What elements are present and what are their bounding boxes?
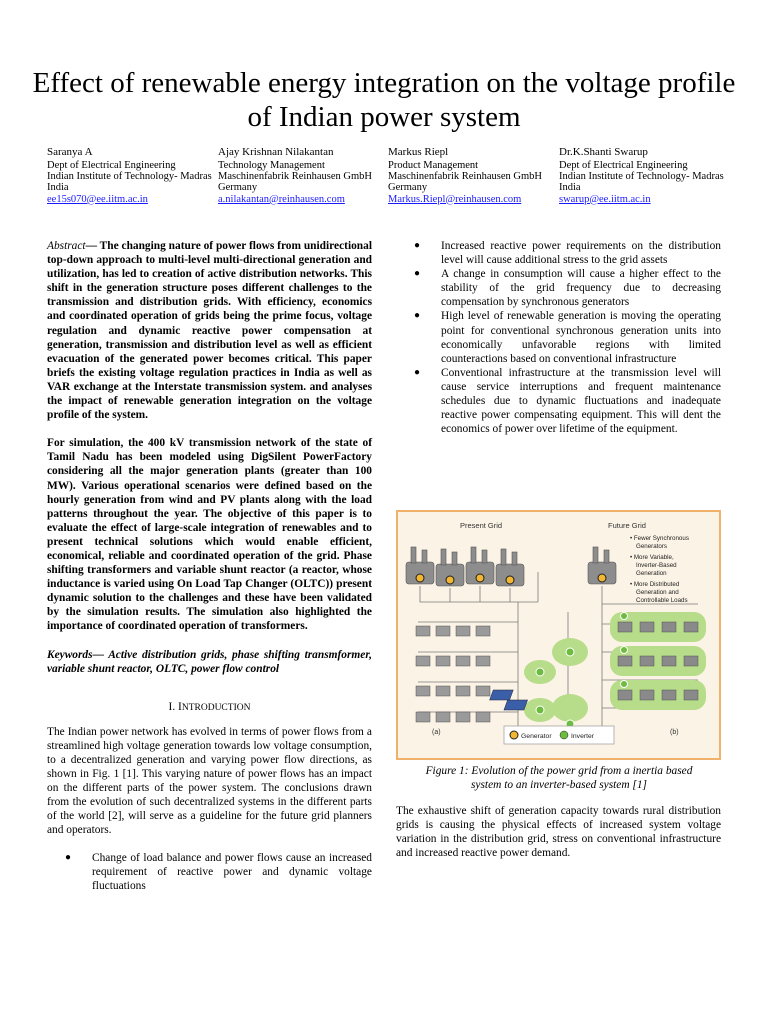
inverter-icon (536, 668, 544, 714)
author-name: Markus Riepl (388, 146, 449, 158)
abstract-text: — The changing nature of power flows from unidirectional top-down approach to multi-level multi-directional generation and utilization, has led to creation of active distribution networks. This shift in the generation structure poses different challenges to the transmission and distribution grids. With efficiency, economics and coordinated operation of grids being the prime focus, voltage regulation and dynamic reactive power compensation at generation, transmission and distribution level as well as efficient evacuation of the generated power becomes critical. This paper briefs the existing voltage regulation practices in India as well as VAR exchange at the Interstate transmission system. and analyses the impact of renewable generation integration on the voltage profile of the system. (47, 240, 372, 422)
challenges-bullet-list (396, 239, 721, 436)
caption-line: Figure 1: Evolution of the power grid from a inertia based (425, 765, 693, 777)
caption-line: system to an inverter-based system [1] (471, 779, 647, 791)
author-affiliation: Germany (388, 182, 428, 194)
bullet-icon: ● (414, 240, 421, 251)
closing-paragraph-block (396, 804, 721, 860)
figure-caption (396, 764, 722, 792)
panel-label-b: (b) (670, 729, 679, 736)
bullet-icon: ● (65, 851, 72, 863)
right-column (396, 239, 721, 436)
bullet-text: Change of load balance and power flows cause an increased requirement of reactive power and dynamic voltage fluctuations (92, 851, 372, 892)
list-item (396, 239, 721, 267)
future-grid-label: Future Grid (608, 521, 646, 530)
section-heading (47, 700, 372, 715)
section-number: I. (168, 700, 176, 713)
present-grid-label: Present Grid (460, 521, 503, 530)
author-affiliation: Germany (218, 182, 258, 194)
list-item (47, 851, 372, 893)
author-affiliation: Maschinenfabrik Reinhausen GmbH (388, 171, 542, 183)
author-block-4 (559, 146, 724, 205)
bullet-icon: ● (414, 366, 421, 378)
author-email-link[interactable]: ee15s070@ee.iitm.ac.in (47, 193, 148, 205)
bullet-text: Increased reactive power requirements on the distribution level will cause additional stress to the grid assets (441, 240, 721, 267)
solar-panel-icon (490, 690, 528, 710)
author-email-link[interactable]: swarup@ee.iitm.ac.in (559, 193, 651, 205)
bullet-text: Conventional infrastructure at the transmission level will cause service interruptions and frequent maintenance schedules due to dynamic fluctuations and inadequate reactive power compensating equipment. This will dent the economics of power over lifetime of the equipment. (441, 366, 721, 436)
intro-paragraph: The Indian power network has evolved in terms of power flows from a streamlined high voltage generation towards low voltage consumption, to a decentralized generation and varying power flow directions, as shown in Fig. 1 [1]. This varying nature of power flows has an impact on the different parts of the power system. The conclusions drawn from the evolution of such decentralized systems in the different parts of the world [2], will serve as a guideline for the future grid planners and operators. (47, 725, 372, 837)
simulation-paragraph: For simulation, the 400 kV transmission network of the state of Tamil Nadu has been modeled using DigSilent PowerFactory considering all the major generation plants (greater than 100 MW). Various operational scenarios were defined based on the hourly generation from wind and PV plants along with the load patterns throughout the year. The objective of this paper is to evaluate the effect of large-scale integration of renewables and to present technical solutions which would enable efficient, economical, reliable and coordinated operation of the grid. Phase shifting transformers and variable shunt reactor (a reactor, whose inductance is varied using On Load Tap Changer (OLTC)) present dynamic solution to the challenges and these have been validated by the simulation results. The simulation also highlighted the importance of coordinated operation of transformers. (47, 437, 372, 633)
legend-generator-icon (510, 731, 518, 739)
present-houses (416, 626, 490, 722)
author-email-link[interactable]: Markus.Riepl@reinhausen.com (388, 193, 522, 205)
bullet-text: High level of renewable generation is moving the operating point for conventional synchronous generation units into economically unfavorable regions with limited counteractions based on conventional infrastructure (441, 310, 721, 365)
intro-bullet-list (47, 851, 372, 893)
panel-label-a: (a) (432, 729, 441, 736)
author-block-2 (218, 146, 372, 205)
closing-paragraph: The exhaustive shift of generation capacity towards rural distribution grids is causing the physical effects of increased system voltage variation in the distribution grid, stress on conventional infrastructure and increased reactive power demand. (396, 805, 721, 860)
abstract-label: Abstract (47, 240, 86, 252)
author-affiliation: Dept of Electrical Engineering (559, 160, 688, 171)
author-affiliation: India (559, 182, 581, 194)
author-affiliation: India (47, 182, 69, 194)
bullet-icon: ● (414, 268, 421, 280)
author-affiliation: Indian Institute of Technology- Madras (559, 171, 724, 183)
abstract-paragraph (47, 239, 372, 422)
author-affiliation: Indian Institute of Technology- Madras (47, 171, 212, 183)
author-name: Dr.K.Shanti Swarup (559, 146, 648, 158)
author-name: Ajay Krishnan Nilakantan (218, 146, 334, 158)
author-affiliation: Technology Management (218, 160, 325, 171)
author-email-link[interactable]: a.nilakantan@reinhausen.com (218, 193, 345, 205)
paper-title: Effect of renewable energy integration on the voltage profile of Indian power system (32, 67, 736, 133)
author-affiliation: Product Management (388, 160, 479, 171)
legend-inverter-label: Inverter (571, 733, 595, 740)
author-block-3 (388, 146, 542, 205)
section-initial: I (178, 700, 182, 713)
generator-icon (598, 574, 606, 582)
author-affiliation: Dept of Electrical Engineering (47, 160, 176, 171)
figure-grid-evolution (396, 510, 721, 760)
keywords: Keywords— Active distribution grids, phase shifting transmformer, variable shunt reactor, OLTC, power flow control (47, 648, 372, 675)
legend-inverter-icon (560, 731, 568, 739)
section-title-rest: NTRODUCTION (181, 702, 251, 713)
list-item (396, 366, 721, 436)
legend-generator-label: Generator (521, 733, 552, 740)
author-affiliation: Maschinenfabrik Reinhausen GmbH (218, 171, 372, 183)
bullet-icon: ● (414, 310, 421, 322)
author-name: Saranya A (47, 146, 93, 158)
bullet-text: A change in consumption will cause a higher effect to the stability of the grid frequency due to decreasing compensation by synchronous generators (441, 268, 721, 309)
list-item (396, 267, 721, 309)
list-item (396, 309, 721, 365)
future-grid-points: • Fewer Synchronous Generators • More Variable, Inverter-Based Generation • More Distributed Generation and Controllable Loads (630, 535, 689, 604)
author-block-1 (47, 146, 212, 205)
left-column (47, 239, 372, 893)
figure-legend (504, 726, 614, 744)
